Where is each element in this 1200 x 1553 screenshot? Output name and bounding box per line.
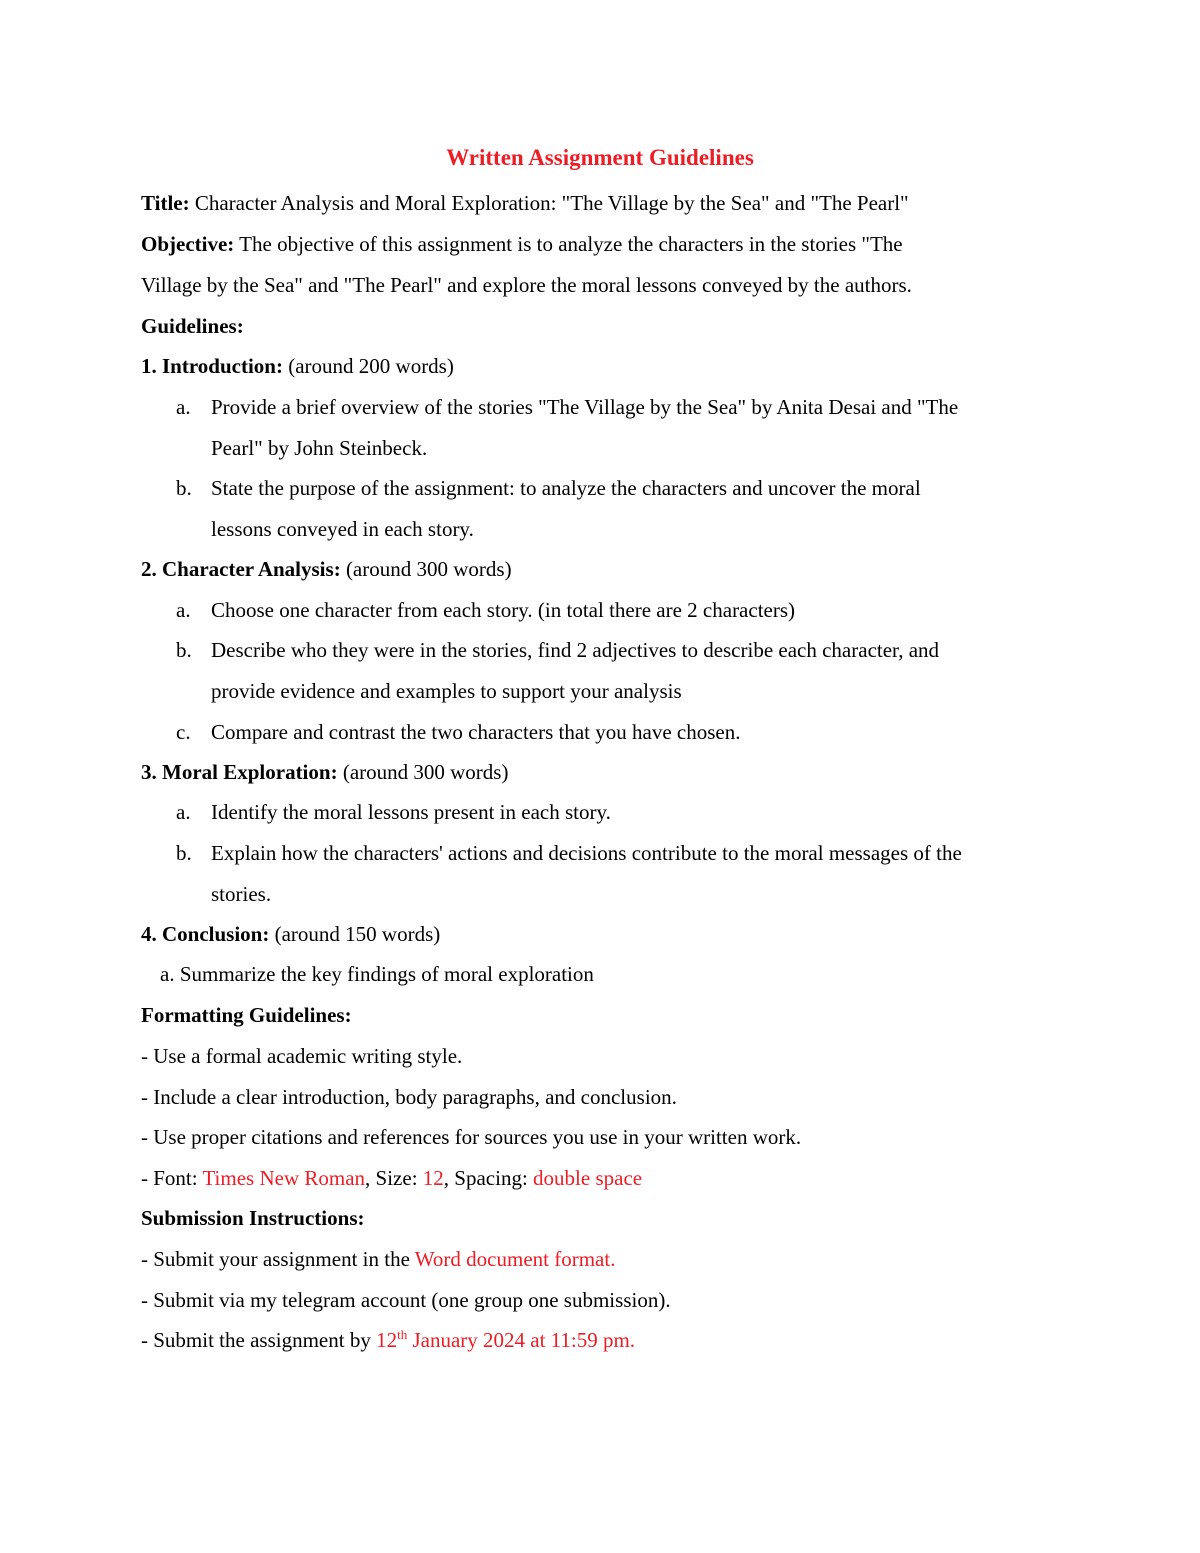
formatting-item: - Use a formal academic writing style. — [141, 1044, 463, 1068]
objective-line-1 — [141, 231, 903, 257]
list-item-text: Identify the moral lessons present in each story. — [211, 800, 611, 824]
assignment-title-line — [141, 190, 909, 216]
list-marker: a. — [176, 800, 191, 824]
list-marker: a. — [176, 598, 191, 622]
section-heading: 3. Moral Exploration: — [141, 760, 338, 784]
font-value: Times New Roman — [202, 1166, 366, 1190]
list-item-text: lessons conveyed in each story. — [211, 517, 474, 541]
list-item-text: Explain how the characters' actions and decisions contribute to the moral messages of the — [211, 841, 962, 865]
submission-format-line: - Submit your assignment in the Word document format. — [141, 1247, 616, 1271]
submission-telegram-line: - Submit via my telegram account (one group one submission). — [141, 1288, 671, 1312]
list-marker: b. — [176, 476, 192, 500]
deadline-date: 12th January 2024 at 11:59 pm. — [376, 1327, 636, 1352]
section-introduction-heading — [141, 353, 454, 379]
list-marker: b. — [176, 841, 192, 865]
objective-text-1: The objective of this assignment is to analyze the characters in the stories "The — [239, 232, 903, 256]
section-note: (around 150 words) — [274, 922, 441, 946]
font-spec-line: - Font: Times New Roman, Size: 12, Spacing: double space — [141, 1166, 643, 1190]
formatting-heading: Formatting Guidelines: — [141, 1003, 352, 1027]
section-character-analysis-heading — [141, 556, 512, 582]
section-heading: 4. Conclusion: — [141, 922, 270, 946]
section-note: (around 300 words) — [342, 760, 509, 784]
submission-deadline-line: - Submit the assignment by 12th January 2024 at 11:59 pm. — [141, 1327, 636, 1352]
section-moral-exploration-heading — [141, 759, 508, 785]
section-note: (around 200 words) — [288, 354, 454, 378]
section-heading: 1. Introduction: — [141, 354, 283, 378]
list-item-text: Provide a brief overview of the stories "The Village by the Sea" by Anita Desai and "The — [211, 395, 959, 419]
size-value: 12 — [422, 1166, 444, 1190]
list-marker: c. — [176, 720, 191, 744]
list-marker: b. — [176, 638, 192, 662]
objective-line-2: Village by the Sea" and "The Pearl" and explore the moral lessons conveyed by the authors. — [141, 273, 912, 297]
document-title: Written Assignment Guidelines — [446, 145, 754, 170]
list-item-text: Choose one character from each story. (in total there are 2 characters) — [211, 598, 796, 622]
spacing-value: double space — [533, 1166, 643, 1190]
section-note: (around 300 words) — [345, 557, 512, 581]
assignment-title-label: Title: — [141, 191, 190, 215]
list-item-text: stories. — [211, 882, 272, 906]
formatting-item: - Use proper citations and references for sources you use in your written work. — [141, 1125, 802, 1149]
list-item-text: Describe who they were in the stories, find 2 adjectives to describe each character, and — [211, 638, 940, 662]
guidelines-heading: Guidelines: — [141, 314, 244, 338]
assignment-title-text: Character Analysis and Moral Exploration: "The Village by the Sea" and "The Pearl" — [194, 191, 909, 215]
section-conclusion-heading — [141, 921, 440, 947]
format-highlight: Word document format. — [414, 1247, 616, 1271]
formatting-item: - Include a clear introduction, body paragraphs, and conclusion. — [141, 1085, 677, 1109]
list-marker: a. — [176, 395, 191, 419]
list-item-text: State the purpose of the assignment: to analyze the characters and uncover the moral — [211, 476, 921, 500]
objective-label: Objective: — [141, 232, 235, 256]
list-item-text: provide evidence and examples to support your analysis — [211, 679, 682, 703]
list-item-text: Compare and contrast the two characters that you have chosen. — [211, 720, 741, 744]
list-item-text: Pearl" by John Steinbeck. — [211, 436, 428, 460]
section-heading: 2. Character Analysis: — [141, 557, 341, 581]
submission-heading: Submission Instructions: — [141, 1206, 365, 1230]
conclusion-summary: a. Summarize the key findings of moral exploration — [160, 962, 594, 986]
